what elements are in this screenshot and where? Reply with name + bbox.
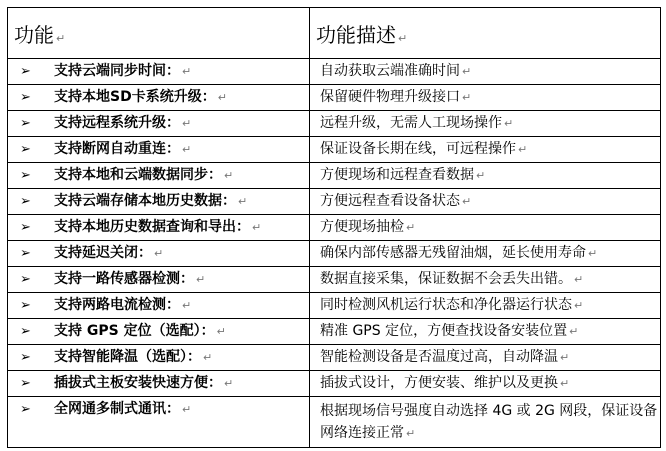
feature-cell: ➢ 全网通多制式通讯： ↵ [8,397,310,448]
table-row [8,345,661,371]
feature-cell: ➢ 插拔式主板安装快速方便： ↵ [8,371,310,397]
bullet-arrow-icon: ➢ [20,376,31,391]
table-row [8,189,661,215]
feature-cell: ➢ 支持断网自动重连： ↵ [8,137,310,163]
table-row [8,215,661,241]
bullet-arrow-icon: ➢ [20,220,31,235]
description-cell: 精准 GPS 定位，方便查找设备安装位置 ↵ [310,319,661,345]
feature-cell: ➢ 支持本地历史数据查询和导出： ↵ [8,215,310,241]
table-row [8,111,661,137]
bullet-arrow-icon: ➢ [20,298,31,313]
table-row [8,371,661,397]
description-cell: 方便现场抽检 ↵ [310,215,661,241]
bullet-arrow-icon: ➢ [20,194,31,209]
description-cell: 插拔式设计，方便安装、维护以及更换 ↵ [310,371,661,397]
feature-cell: ➢ 支持 GPS 定位（选配）： ↵ [8,319,310,345]
bullet-arrow-icon: ➢ [20,402,31,417]
description-cell: 方便远程查看设备状态 ↵ [310,189,661,215]
feature-cell: ➢ 支持本地SD卡系统升级： ↵ [8,85,310,111]
bullet-arrow-icon: ➢ [20,272,31,287]
feature-cell: ➢ 支持智能降温（选配）： ↵ [8,345,310,371]
bullet-arrow-icon: ➢ [20,116,31,131]
header-description: 功能描述 ↵ [310,8,661,59]
bullet-arrow-icon: ➢ [20,324,31,339]
table-row [8,241,661,267]
feature-cell: ➢ 支持云端存储本地历史数据： ↵ [8,189,310,215]
description-cell: 同时检测风机运行状态和净化器运行状态 ↵ [310,293,661,319]
table-row [8,137,661,163]
description-cell: 根据现场信号强度自动选择 4G 或 2G 网段，保证设备网络连接正常 ↵ [310,397,661,448]
description-cell: 远程升级，无需人工现场操作 ↵ [310,111,661,137]
bullet-arrow-icon: ➢ [20,246,31,261]
table-row [8,59,661,85]
feature-cell: ➢ 支持云端同步时间： ↵ [8,59,310,85]
table-row [8,267,661,293]
bullet-arrow-icon: ➢ [20,90,31,105]
description-cell: 方便现场和远程查看数据 ↵ [310,163,661,189]
bullet-arrow-icon: ➢ [20,350,31,365]
description-cell: 智能检测设备是否温度过高，自动降温 ↵ [310,345,661,371]
feature-cell: ➢ 支持一路传感器检测： ↵ [8,267,310,293]
description-cell: 自动获取云端准确时间 ↵ [310,59,661,85]
description-cell: 数据直接采集，保证数据不会丢失出错。 ↵ [310,267,661,293]
feature-cell: ➢ 支持延迟关闭： ↵ [8,241,310,267]
feature-cell: ➢ 支持两路电流检测： ↵ [8,293,310,319]
table-row [8,163,661,189]
feature-cell: ➢ 支持本地和云端数据同步： ↵ [8,163,310,189]
feature-cell: ➢ 支持远程系统升级： ↵ [8,111,310,137]
paragraph-mark: ↵ [56,31,66,45]
table-row [8,85,661,111]
bullet-arrow-icon: ➢ [20,168,31,183]
description-cell: 确保内部传感器无残留油烟，延长使用寿命 ↵ [310,241,661,267]
description-cell: 保证设备长期在线，可远程操作 ↵ [310,137,661,163]
bullet-arrow-icon: ➢ [20,142,31,157]
table-header-row [8,8,661,59]
table-row [8,397,661,448]
table-row [8,293,661,319]
header-feature: 功能 ↵ [8,8,310,59]
description-cell: 保留硬件物理升级接口 ↵ [310,85,661,111]
feature-table [7,7,661,448]
paragraph-mark: ↵ [398,31,408,45]
table-row [8,319,661,345]
bullet-arrow-icon: ➢ [20,64,31,79]
